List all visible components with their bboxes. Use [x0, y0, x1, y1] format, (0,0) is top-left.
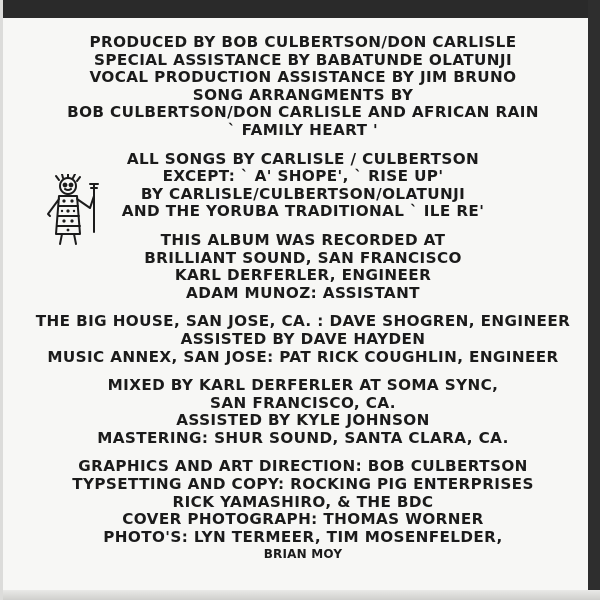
credit-line: THE BIG HOUSE, SAN JOSE, CA. : DAVE SHOGREN, ENGINEER [35, 312, 571, 331]
credit-line: ` FAMILY HEART ' [227, 120, 379, 139]
credit-line: ASSISTED BY KYLE JOHNSON [176, 411, 430, 430]
credit-line: COVER PHOTOGRAPH: THOMAS WORNER [122, 510, 484, 529]
credit-line: SONG ARRANGMENTS BY [192, 85, 414, 104]
credit-line: BY CARLISLE/CULBERTSON/OLATUNJI [140, 184, 466, 203]
production-credits-block [20, 34, 586, 140]
credit-line: KARL DERFERLER, ENGINEER [174, 266, 432, 285]
credit-line: THIS ALBUM WAS RECORDED AT [160, 230, 446, 249]
liner-credits [20, 34, 586, 575]
scan-right-edge [588, 0, 600, 600]
credit-line: ADAM MUNOZ: ASSISTANT [186, 283, 420, 302]
credit-line: SAN FRANCISCO, CA. [210, 393, 396, 412]
credit-line: PHOTO'S: LYN TERMEER, TIM MOSENFELDER, [103, 527, 503, 546]
credit-line: SPECIAL ASSISTANCE BY BABATUNDE OLATUNJI [94, 50, 512, 69]
credit-line: MIXED BY KARL DERFERLER AT SOMA SYNC, [107, 376, 499, 395]
credit-line: RICK YAMASHIRO, & THE BDC [172, 492, 434, 511]
credit-line: GRAPHICS AND ART DIRECTION: BOB CULBERTSON [78, 457, 528, 476]
credit-line: TYPSETTING AND COPY: ROCKING PIG ENTERPRISES [72, 475, 534, 494]
graphics-credits-block [20, 458, 586, 564]
credit-line: VOCAL PRODUCTION ASSISTANCE BY JIM BRUNO [89, 68, 517, 87]
mixing-credits-block [20, 377, 586, 447]
credit-line: ALL SONGS BY CARLISLE / CULBERTSON [126, 149, 480, 168]
credit-line: ASSISTED BY DAVE HAYDEN [180, 329, 426, 348]
credit-line: BOB CULBERTSON/DON CARLISLE AND AFRICAN RAIN [67, 103, 539, 122]
scan-top-edge [0, 0, 600, 18]
scan-left-edge [0, 0, 3, 600]
scan-bottom-edge [0, 590, 600, 600]
recording-credits-block [20, 232, 586, 302]
credit-line: EXCEPT: ` A' SHOPE', ` RISE UP' [162, 167, 444, 186]
credit-line: MUSIC ANNEX, SAN JOSE: PAT RICK COUGHLIN, ENGINEER [47, 347, 559, 366]
credit-line: MASTERING: SHUR SOUND, SANTA CLARA, CA. [97, 428, 509, 447]
credit-line: BRILLIANT SOUND, SAN FRANCISCO [144, 248, 462, 267]
songwriting-credits-block [20, 151, 586, 221]
studio-credits-block [20, 313, 586, 366]
credit-line: AND THE YORUBA TRADITIONAL ` ILE RE' [121, 202, 485, 221]
credit-line-last: BRIAN MOY [263, 547, 343, 562]
credit-line: PRODUCED BY BOB CULBERTSON/DON CARLISLE [89, 33, 517, 51]
